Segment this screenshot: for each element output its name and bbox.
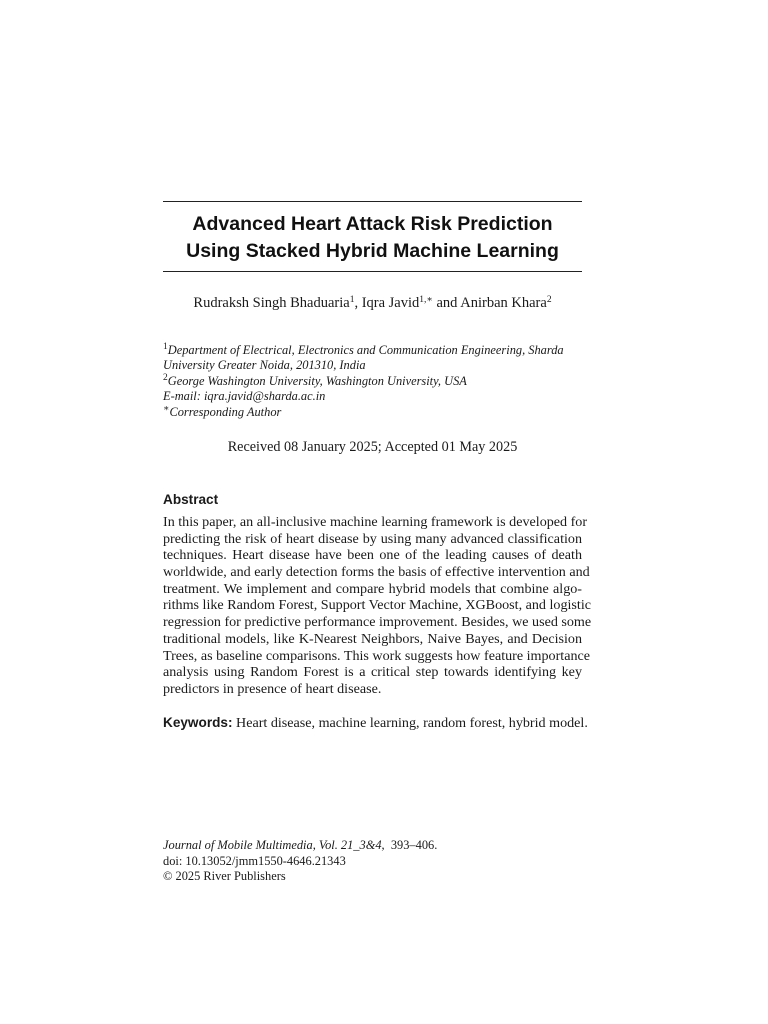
copyright: © 2025 River Publishers	[163, 869, 286, 883]
keywords	[163, 714, 593, 732]
author-mark: 2	[546, 295, 552, 305]
abstract-line: techniques. Heart disease have been one of the leading causes of death	[163, 547, 582, 564]
abstract-line: analysis using Random Forest is a critical step towards identifying key	[163, 664, 582, 681]
affiliation-text: George Washington University, Washington University, USA	[167, 373, 467, 388]
abstract-line: rithms like Random Forest, Support Vector Machine, XGBoost, and logistic	[163, 597, 591, 614]
journal-citation	[163, 838, 437, 854]
paper-page	[163, 0, 592, 1024]
abstract-line: In this paper, an all-inclusive machine learning framework is developed for	[163, 514, 588, 530]
title-bottom-rule	[163, 271, 582, 272]
abstract-line: treatment. We implement and compare hybrid models that combine algo-	[163, 580, 582, 597]
abstract-heading: Abstract	[163, 492, 219, 507]
affiliation-mark: 2	[163, 372, 168, 383]
affiliation-2	[163, 374, 582, 389]
received-accepted-dates: Received 08 January 2025; Accepted 01 May 2025	[227, 439, 518, 455]
author-mark: 1,∗	[419, 295, 433, 305]
author-name: Anirban Khara	[460, 295, 547, 311]
affiliation-text: Department of Electrical, Electronics and Communication Engineering, Sharda	[167, 343, 564, 357]
contact-email: E-mail: iqra.javid@sharda.ac.in	[163, 389, 326, 404]
corresponding-text: Corresponding Author	[169, 404, 282, 419]
abstract-line: traditional models, like K-Nearest Neighbors, Naive Bayes, and Decision	[163, 630, 582, 647]
abstract-line: regression for predictive performance improvement. Besides, we used some	[163, 614, 592, 631]
doi: doi: 10.13052/jmm1550-4646.21343	[163, 853, 346, 868]
keywords-text: Heart disease, machine learning, random forest, hybrid model.	[232, 715, 588, 731]
title-top-rule	[163, 201, 582, 202]
title-line-2: Using Stacked Hybrid Machine Learning	[186, 240, 559, 262]
title-line-1: Advanced Heart Attack Risk Prediction	[192, 213, 553, 235]
paper-title	[163, 211, 582, 265]
corresponding-author-note	[163, 405, 582, 420]
abstract-line: predicting the risk of heart disease by using many advanced classification	[163, 530, 582, 547]
author-separator: ,	[354, 295, 362, 311]
citation-footer	[163, 838, 437, 885]
author-name: Rudraksh Singh Bhaduaria	[193, 295, 350, 311]
author-list	[163, 294, 582, 312]
page-range: 393–406.	[384, 838, 438, 852]
author-name: Iqra Javid	[361, 295, 420, 311]
keywords-label: Keywords:	[163, 715, 233, 730]
abstract-line: worldwide, and early detection forms the basis of effective intervention and	[163, 564, 590, 581]
affiliation-1-line-1	[163, 343, 582, 358]
abstract-line: Trees, as baseline comparisons. This work suggests how feature importance	[163, 647, 591, 664]
journal-name: Journal of Mobile Multimedia, Vol. 21_3&4,	[163, 838, 385, 852]
affiliation-mark: 1	[163, 342, 168, 352]
corresponding-mark: ∗	[163, 403, 170, 414]
affiliations	[163, 343, 582, 420]
affiliation-1-line-2: University Greater Noida, 201310, India	[163, 358, 366, 373]
author-separator: and	[432, 295, 461, 311]
abstract-body	[163, 514, 592, 698]
author-mark: 1	[349, 295, 355, 305]
abstract-line: predictors in presence of heart disease.	[163, 680, 382, 697]
